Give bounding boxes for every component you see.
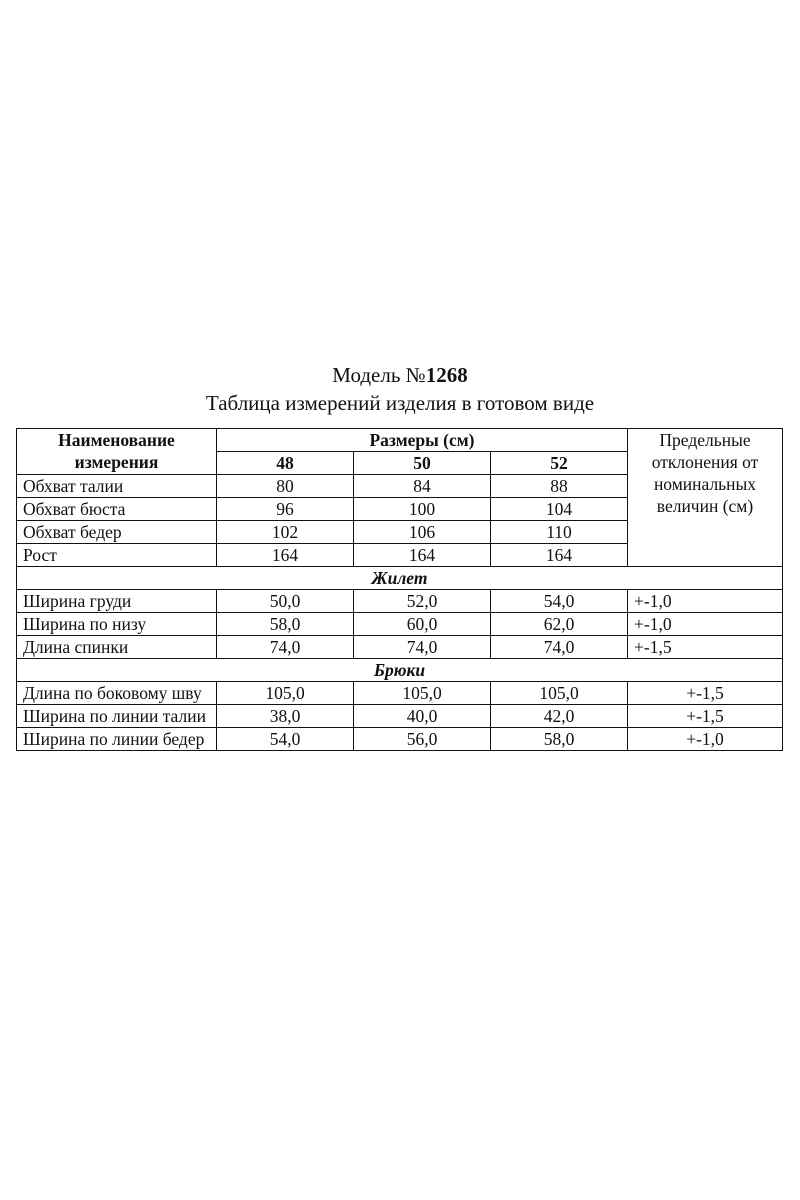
tolerance-header: Предельные отклонения от номинальных величин (см) <box>628 429 783 567</box>
cell-value: 42,0 <box>491 705 628 728</box>
row-name: Ширина по линии бедер <box>17 728 217 751</box>
table-row <box>17 590 783 613</box>
header-row-1 <box>17 429 783 452</box>
cell-value: 80 <box>217 475 354 498</box>
table-row <box>17 613 783 636</box>
cell-value: 58,0 <box>491 728 628 751</box>
cell-value: 50,0 <box>217 590 354 613</box>
cell-value: 105,0 <box>354 682 491 705</box>
cell-value: 54,0 <box>491 590 628 613</box>
table-row <box>17 728 783 751</box>
model-prefix: Модель № <box>332 363 426 387</box>
table-subtitle: Таблица измерений изделия в готовом виде <box>205 391 595 415</box>
size-48: 48 <box>217 452 354 475</box>
cell-tolerance: +-1,5 <box>628 636 783 659</box>
row-name: Обхват бедер <box>17 521 217 544</box>
cell-value: 38,0 <box>217 705 354 728</box>
row-name: Обхват бюста <box>17 498 217 521</box>
sizes-header: Размеры (см) <box>217 429 628 452</box>
cell-value: 106 <box>354 521 491 544</box>
model-title <box>0 362 800 388</box>
name-header-line1: Наименование <box>58 430 175 450</box>
cell-value: 74,0 <box>217 636 354 659</box>
section-title-trousers: Брюки <box>17 659 783 682</box>
section-row-vest <box>17 567 783 590</box>
cell-value: 52,0 <box>354 590 491 613</box>
measurements-table <box>16 428 783 751</box>
size-52: 52 <box>491 452 628 475</box>
cell-tolerance: +-1,5 <box>628 682 783 705</box>
section-title-vest: Жилет <box>17 567 783 590</box>
cell-value: 164 <box>217 544 354 567</box>
cell-tolerance: +-1,0 <box>628 613 783 636</box>
cell-tolerance: +-1,0 <box>628 590 783 613</box>
cell-value: 74,0 <box>354 636 491 659</box>
row-name: Обхват талии <box>17 475 217 498</box>
cell-value: 88 <box>491 475 628 498</box>
cell-value: 84 <box>354 475 491 498</box>
cell-value: 102 <box>217 521 354 544</box>
row-name: Длина по боковому шву <box>17 682 217 705</box>
row-name: Ширина по линии талии <box>17 705 217 728</box>
model-number: 1268 <box>425 363 468 387</box>
cell-value: 58,0 <box>217 613 354 636</box>
cell-value: 105,0 <box>491 682 628 705</box>
cell-value: 74,0 <box>491 636 628 659</box>
name-header <box>17 429 217 475</box>
size-50: 50 <box>354 452 491 475</box>
row-name: Ширина по низу <box>17 613 217 636</box>
row-name: Ширина груди <box>17 590 217 613</box>
table-row <box>17 682 783 705</box>
section-row-trousers <box>17 659 783 682</box>
name-header-line2: измерения <box>74 452 159 472</box>
cell-value: 110 <box>491 521 628 544</box>
cell-tolerance: +-1,5 <box>628 705 783 728</box>
table-row <box>17 636 783 659</box>
cell-value: 164 <box>354 544 491 567</box>
cell-value: 54,0 <box>217 728 354 751</box>
row-name: Длина спинки <box>17 636 217 659</box>
cell-value: 96 <box>217 498 354 521</box>
cell-value: 164 <box>491 544 628 567</box>
cell-value: 105,0 <box>217 682 354 705</box>
cell-value: 60,0 <box>354 613 491 636</box>
cell-value: 100 <box>354 498 491 521</box>
cell-value: 56,0 <box>354 728 491 751</box>
cell-tolerance: +-1,0 <box>628 728 783 751</box>
row-name: Рост <box>17 544 217 567</box>
cell-value: 104 <box>491 498 628 521</box>
cell-value: 40,0 <box>354 705 491 728</box>
table-row <box>17 705 783 728</box>
cell-value: 62,0 <box>491 613 628 636</box>
